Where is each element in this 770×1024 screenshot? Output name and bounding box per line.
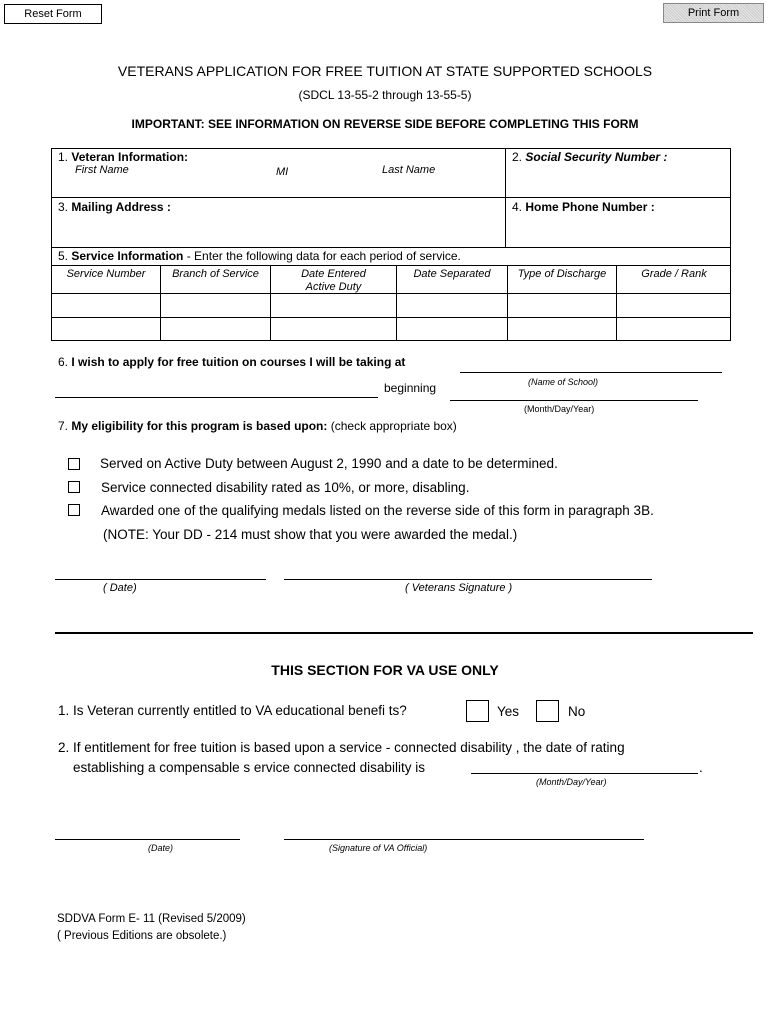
beginning-date-field[interactable]: [450, 400, 698, 401]
beginning-label: beginning: [384, 381, 437, 395]
date-caption: ( Date): [103, 582, 137, 594]
last-name-caption: Last Name: [382, 164, 436, 176]
va-yes-label: Yes: [497, 704, 520, 719]
veteran-name-field[interactable]: [53, 178, 503, 196]
service-row-2[interactable]: [52, 318, 730, 340]
va-no-checkbox[interactable]: [536, 700, 559, 722]
col-service-number: Service Number: [66, 268, 146, 280]
section-separator: [55, 632, 753, 634]
reset-form-button[interactable]: Reset Form: [4, 4, 102, 24]
form-title: VETERANS APPLICATION FOR FREE TUITION AT STATE SUPPORTED SCHOOLS: [117, 63, 653, 79]
form-number: SDDVA Form E- 11 (Revised 5/2009): [57, 913, 246, 925]
home-phone-label: 4. Home Phone Number :: [512, 200, 655, 214]
veteran-signature-caption: ( Veterans Signature ): [405, 582, 513, 594]
grid-divider: [505, 148, 506, 248]
active-duty-checkbox[interactable]: [68, 458, 80, 470]
veteran-signature-field[interactable]: [284, 579, 652, 580]
col-branch-of-service: Branch of Service: [172, 268, 259, 280]
va-section-heading: THIS SECTION FOR VA USE ONLY: [271, 662, 499, 678]
school-name-hint: (Name of School): [528, 377, 599, 387]
col-date-separated: Date Separated: [413, 268, 491, 280]
school-name-field[interactable]: [460, 372, 722, 373]
va-official-signature-field[interactable]: [284, 839, 644, 840]
school-name-field-cont[interactable]: [55, 397, 378, 398]
disability-checkbox[interactable]: [68, 481, 80, 493]
rating-date-hint: (Month/Day/Year): [536, 777, 607, 787]
first-name-caption: First Name: [75, 164, 129, 176]
ssn-field[interactable]: [508, 168, 728, 195]
va-date-caption: (Date): [148, 843, 174, 853]
mailing-address-field[interactable]: [53, 217, 503, 245]
rating-date-field[interactable]: [471, 773, 698, 774]
ssn-label: 2. Social Security Number :: [512, 150, 668, 164]
print-form-button[interactable]: Print Form: [663, 3, 764, 23]
va-q2-period: .: [699, 760, 703, 775]
medal-checkbox[interactable]: [68, 504, 80, 516]
q7-label: 7. My eligibility for this program is based upon: (check appropriate box): [58, 419, 457, 433]
va-date-field[interactable]: [55, 839, 240, 840]
mi-caption: MI: [276, 166, 289, 178]
beginning-date-hint: (Month/Day/Year): [524, 404, 595, 414]
service-info-label: 5. Service Information - Enter the following data for each period of service.: [58, 249, 461, 263]
q6-label: 6. I wish to apply for free tuition on courses I will be taking at: [58, 355, 406, 369]
disability-option: Service connected disability rated as 10%, or more, disabling.: [101, 480, 470, 495]
col-date-entered: Date Entered Active Duty: [301, 268, 366, 293]
grid-divider: [51, 265, 731, 266]
veteran-info-label: 1. Veteran Information:: [58, 150, 189, 164]
important-notice: IMPORTANT: SEE INFORMATION ON REVERSE SIDE BEFORE COMPLETING THIS FORM: [131, 117, 639, 131]
medal-option: Awarded one of the qualifying medals listed on the reverse side of this form in paragraph 3B.: [101, 503, 654, 518]
obsolete-notice: ( Previous Editions are obsolete.): [57, 930, 227, 942]
grid-divider: [51, 247, 731, 248]
mailing-address-label: 3. Mailing Address :: [58, 200, 171, 214]
va-q1-label: 1. Is Veteran currently entitled to VA educational benefi ts?: [58, 703, 407, 718]
dd214-note: (NOTE: Your DD - 214 must show that you were awarded the medal.): [103, 527, 518, 542]
home-phone-field[interactable]: [508, 217, 728, 245]
service-row-1[interactable]: [52, 294, 730, 316]
va-q2-line2: establishing a compensable s ervice connected disability is: [73, 760, 425, 775]
col-grade-rank: Grade / Rank: [641, 268, 707, 280]
form-subtitle: (SDCL 13-55-2 through 13-55-5): [298, 88, 472, 102]
va-yes-checkbox[interactable]: [466, 700, 489, 722]
va-q2-line1: 2. If entitlement for free tuition is based upon a service - connected disability , the date of rating: [58, 740, 625, 755]
grid-divider: [51, 197, 731, 198]
date-field[interactable]: [55, 579, 266, 580]
active-duty-option: Served on Active Duty between August 2, 1990 and a date to be determined.: [100, 456, 558, 471]
va-official-signature-caption: (Signature of VA Official): [329, 843, 428, 853]
va-no-label: No: [568, 704, 586, 719]
col-type-of-discharge: Type of Discharge: [517, 268, 607, 280]
